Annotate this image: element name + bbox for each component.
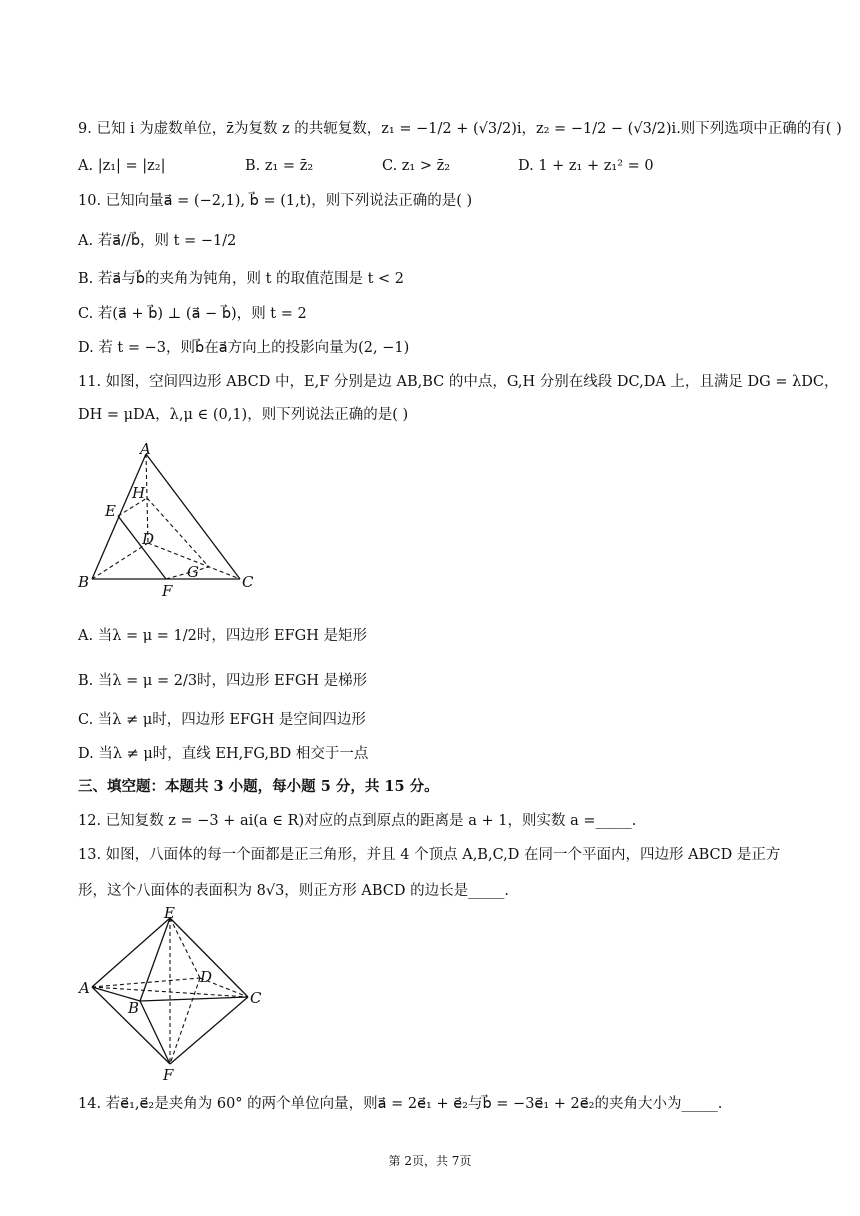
q12-stem: 12. 已知复数 z = −3 + ai(a ∈ R)对应的点到原点的距离是 a + 1，则实数 a =_____. xyxy=(78,813,637,829)
q10-option-a: A. 若a⃗//b⃗，则 t = −1/2 xyxy=(78,233,237,249)
tetrahedron-figure xyxy=(70,436,270,601)
q10-stem: 10. 已知向量a⃗ = (−2,1), b⃗ = (1,t)，则下列说法正确的是( ) xyxy=(78,193,473,209)
label-D: D xyxy=(200,968,213,986)
label-F: F xyxy=(162,582,173,600)
label-C: C xyxy=(250,989,262,1007)
q10-option-c: C. 若(a⃗ + b⃗) ⊥ (a⃗ − b⃗)，则 t = 2 xyxy=(78,306,307,322)
label-A: A xyxy=(140,440,151,458)
q13-stem-line2: 形，这个八面体的表面积为 8√3，则正方形 ABCD 的边长是_____. xyxy=(78,883,509,899)
octahedron-figure xyxy=(70,900,280,1090)
section-heading: 三、填空题：本题共 3 小题，每小题 5 分，共 15 分。 xyxy=(78,778,439,795)
label-B: B xyxy=(78,573,90,591)
q11-stem-line1: 11. 如图，空间四边形 ABCD 中，E,F 分别是边 AB,BC 的中点，G,H 分别在线段 DC,DA 上，且满足 DG = λDC， xyxy=(78,374,839,390)
q11-option-d: D. 当λ ≠ μ时，直线 EH,FG,BD 相交于一点 xyxy=(78,746,369,762)
label-E: E xyxy=(164,904,175,922)
q9-stem: 9. 已知 i 为虚数单位，z̄为复数 z 的共轭复数，z₁ = −1/2 + (√3/2)i，z₂ = −1/2 − (√3/2)i.则下列选项中正确的有( ) xyxy=(78,121,842,137)
label-H: H xyxy=(132,484,146,502)
q9-option-d: D. 1 + z₁ + z₁² = 0 xyxy=(518,158,654,174)
q9-option-c: C. z₁ > z̄₂ xyxy=(382,158,451,174)
page-footer: 第 2页，共 7页 xyxy=(388,1154,472,1168)
q11-option-a: A. 当λ = μ = 1/2时，四边形 EFGH 是矩形 xyxy=(78,628,367,644)
label-C: C xyxy=(242,573,254,591)
q9-option-a: A. |z₁| = |z₂| xyxy=(78,158,166,174)
label-E: E xyxy=(105,502,116,520)
q10-option-d: D. 若 t = −3，则b⃗在a⃗方向上的投影向量为(2, −1) xyxy=(78,340,410,356)
label-F: F xyxy=(163,1066,174,1084)
label-G: G xyxy=(187,563,199,581)
q11-option-c: C. 当λ ≠ μ时，四边形 EFGH 是空间四边形 xyxy=(78,712,366,728)
label-A: A xyxy=(79,979,90,997)
label-D: D xyxy=(142,530,155,548)
label-B: B xyxy=(128,999,140,1017)
q11-stem-line2: DH = μDA，λ,μ ∈ (0,1)，则下列说法正确的是( ) xyxy=(78,407,409,423)
q14-stem: 14. 若e⃗₁,e⃗₂是夹角为 60° 的两个单位向量，则a⃗ = 2e⃗₁ + e⃗₂与b⃗ = −3e⃗₁ + 2e⃗₂的夹角大小为_____. xyxy=(78,1096,723,1112)
q13-stem-line1: 13. 如图，八面体的每一个面都是正三角形，并且 4 个顶点 A,B,C,D 在同一个平面内，四边形 ABCD 是正方 xyxy=(78,847,781,863)
q9-option-b: B. z₁ = z̄₂ xyxy=(245,158,314,174)
q11-option-b: B. 当λ = μ = 2/3时，四边形 EFGH 是梯形 xyxy=(78,673,368,689)
q10-option-b: B. 若a⃗与b⃗的夹角为钝角，则 t 的取值范围是 t < 2 xyxy=(78,271,405,287)
